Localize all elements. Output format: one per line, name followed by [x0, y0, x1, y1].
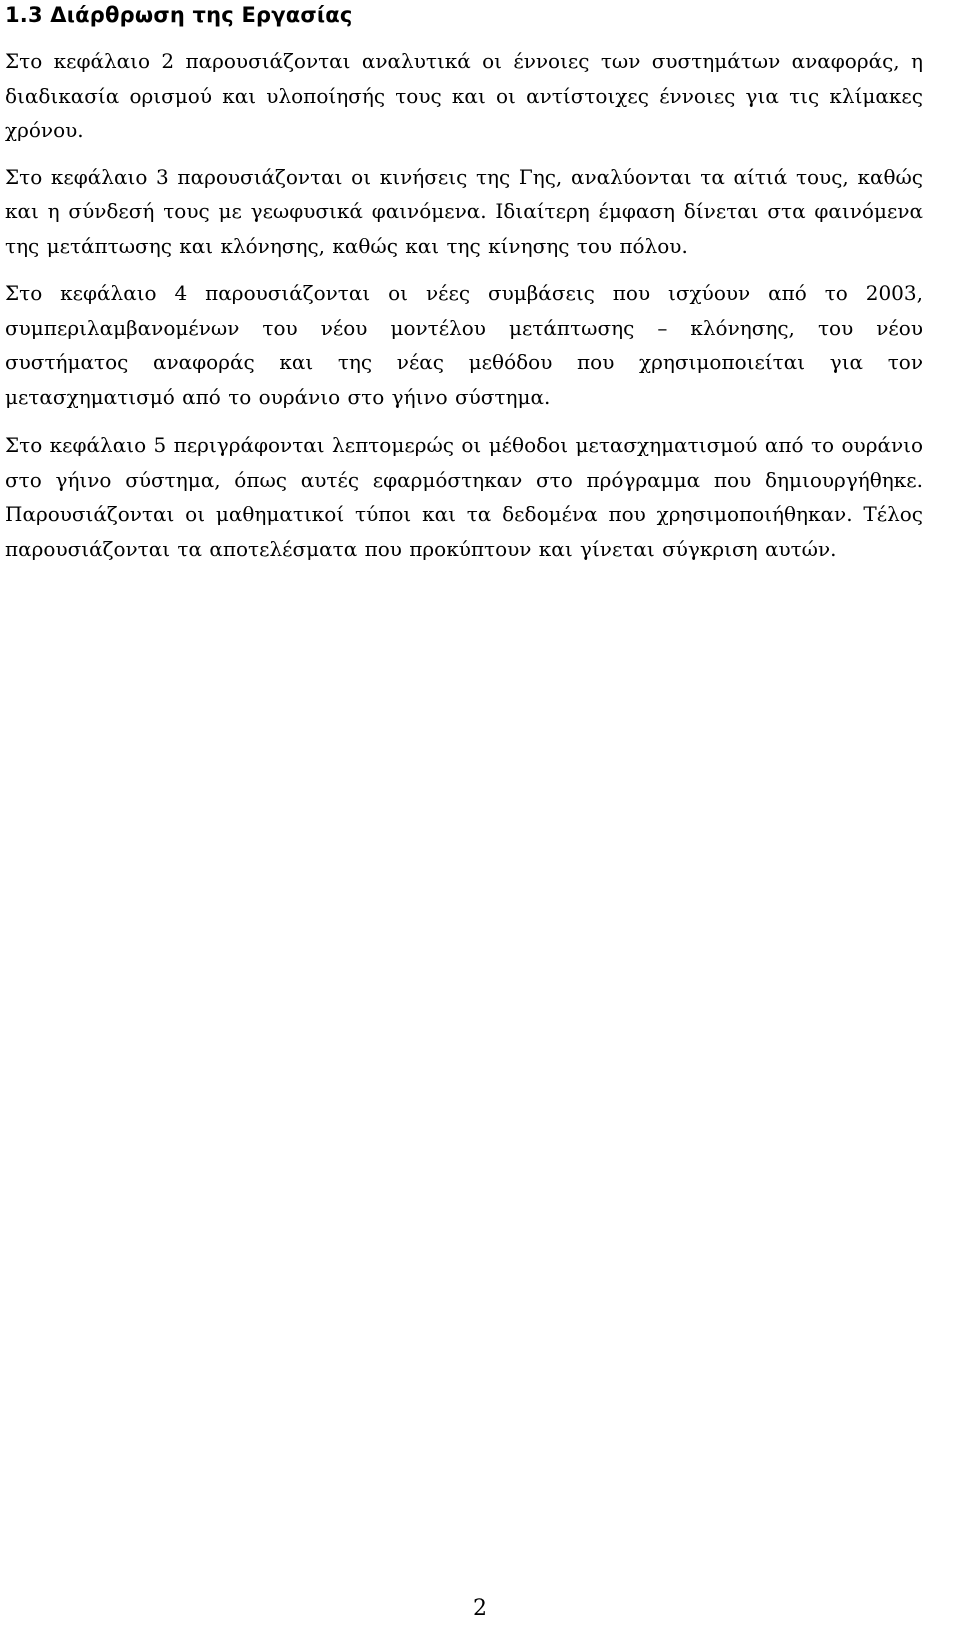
- paragraph-chapter-5: Στο κεφάλαιο 5 περιγράφονται λεπτομερώς οι μέθοδοι μετασχηματισμού από το ουράνιο στο γήινο σύστημα, όπως αυτές εφαρμόστηκαν στο πρόγραμμα που δημιουργήθηκε. Παρουσιάζονται οι μαθηματικοί τύποι και τα δεδομένα που χρησιμοποιήθηκαν. Τέλος παρουσιάζονται τα αποτελέσματα που προκύπτουν και γίνεται σύγκριση αυτών.: [5, 433, 923, 561]
- section-heading: 1.3 Διάρθρωση της Εργασίας: [5, 3, 353, 27]
- paragraph-chapter-3: Στο κεφάλαιο 3 παρουσιάζονται οι κινήσεις της Γης, αναλύονται τα αίτιά τους, καθώς και η σύνδεσή τους με γεωφυσικά φαινόμενα. Ιδιαίτερη έμφαση δίνεται στα φαινόμενα της μετάπτωσης και κλόνησης, καθώς και της κίνησης του πόλου.: [5, 164, 923, 258]
- paragraph-chapter-2: Στο κεφάλαιο 2 παρουσιάζονται αναλυτικά οι έννοιες των συστημάτων αναφοράς, η διαδικασία ορισμού και υλοποίησής τους και οι αντίστοιχες έννοιες για τις κλίμακες χρόνου.: [5, 49, 923, 142]
- page-number: 2: [473, 1596, 487, 1621]
- document-page: [5, 0, 923, 566]
- paragraph-chapter-4: Στο κεφάλαιο 4 παρουσιάζονται οι νέες συμβάσεις που ισχύουν από το 2003, συμπεριλαμβανομένων του νέου μοντέλου μετάπτωσης – κλόνησης, του νέου συστήματος αναφοράς και της νέας μεθόδου που χρησιμοποιείται για τον μετασχηματισμό από το ουράνιο στο γήινο σύστημα.: [5, 281, 923, 409]
